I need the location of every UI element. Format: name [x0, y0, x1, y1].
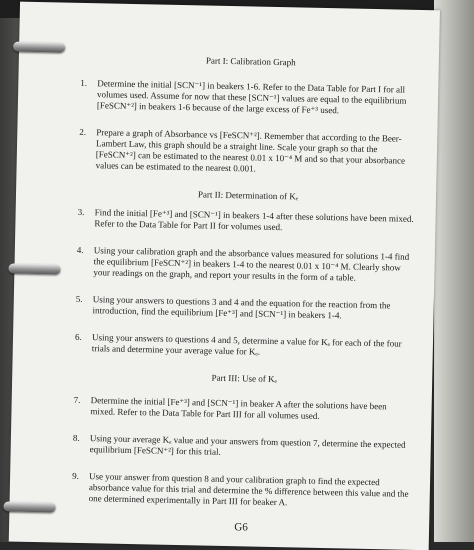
question-text: Using your average Kₑ value and your answers from question 7, determine the expected equilibrium [FeSCN⁺²] for this trial. [89, 433, 406, 457]
question-2 [79, 127, 420, 178]
question-8 [73, 433, 413, 462]
question-number: 3. [77, 206, 85, 217]
question-number: 7. [73, 394, 81, 405]
question-number: 2. [79, 126, 87, 138]
page-stack-edge [434, 0, 474, 542]
page-number: G6 [234, 521, 248, 534]
question-3 [77, 207, 417, 236]
question-text: Using your calibration graph and the absorbance values measured for solutions 1-4 find the equilibrium [FeSCN⁺²] in beakers 1-4 to the nearest 0.01 x 10⁻⁴ M. Clearly show your readings on the graph, and report your results in the form of a table. [93, 245, 410, 283]
question-9 [72, 471, 413, 511]
binder-ring-top [13, 41, 65, 52]
question-text: Prepare a graph of Absorbance vs [FeSCN⁺²]. Remember that according to the Beer-Lambert Law, this graph should be a straight line. Scale your graph so that the [FeSCN⁺²] can be estimated to the nearest 0.01 x 10⁻⁴ M and so that your absorbance values can be estimated to the nearest 0.001. [95, 127, 406, 174]
question-text: Using your answers to questions 4 and 5, determine a value for Kₑ for each of the four trials and determine your average value for Kₑ. [91, 332, 402, 357]
question-number: 8. [72, 432, 80, 443]
question-5 [75, 294, 415, 323]
question-number: 6. [74, 331, 82, 342]
question-number: 5. [75, 293, 83, 304]
question-number: 4. [76, 244, 84, 255]
binder-ring-middle [8, 263, 60, 274]
part1-heading: Part I: Calibration Graph [205, 55, 296, 68]
question-text: Using your answers to questions 3 and 4 and the equation for the reaction from the introduction, find the equilibrium [Fe⁺³] and [SCN⁻¹] in beakers 1-4. [92, 294, 391, 321]
question-number: 1. [80, 77, 88, 89]
part3-heading: Part III: Use of Kₑ [211, 372, 277, 385]
question-text: Find the initial [Fe⁺³] and [SCN⁻¹] in beakers 1-4 after these solutions have been mixed. Refer to the Data Table for Part II for volumes used. [94, 207, 414, 233]
question-4 [76, 245, 417, 285]
binder-ring-bottom [3, 501, 55, 512]
question-text: Use your answer from question 8 and your calibration graph to find the expected absorbance value for this trial and determine the % difference between this value and the one determined experimentally in Part III for beaker A. [88, 471, 409, 508]
question-number: 9. [72, 470, 79, 481]
worksheet-text [71, 53, 421, 534]
part2-heading: Part II: Determination of Kₑ [197, 189, 299, 202]
question-6 [75, 332, 415, 361]
question-text: Determine the initial [SCN⁻¹] in beakers 1-6. Refer to the Data Table for Part I for all volumes used. Assume for now that these [SCN⁻¹] values are equal to the equilibrium [FeSCN⁺²] in beakers 1-6 because of the large excess of Fe⁺³ used. [96, 78, 407, 116]
question-text: Determine the initial [Fe⁺³] and [SCN⁻¹] in beaker A after the solutions have been mixed. Refer to the Data Table for Part III for all volumes used. [90, 395, 387, 421]
document-page [9, 2, 440, 550]
question-1 [80, 78, 421, 118]
question-7 [73, 395, 413, 424]
